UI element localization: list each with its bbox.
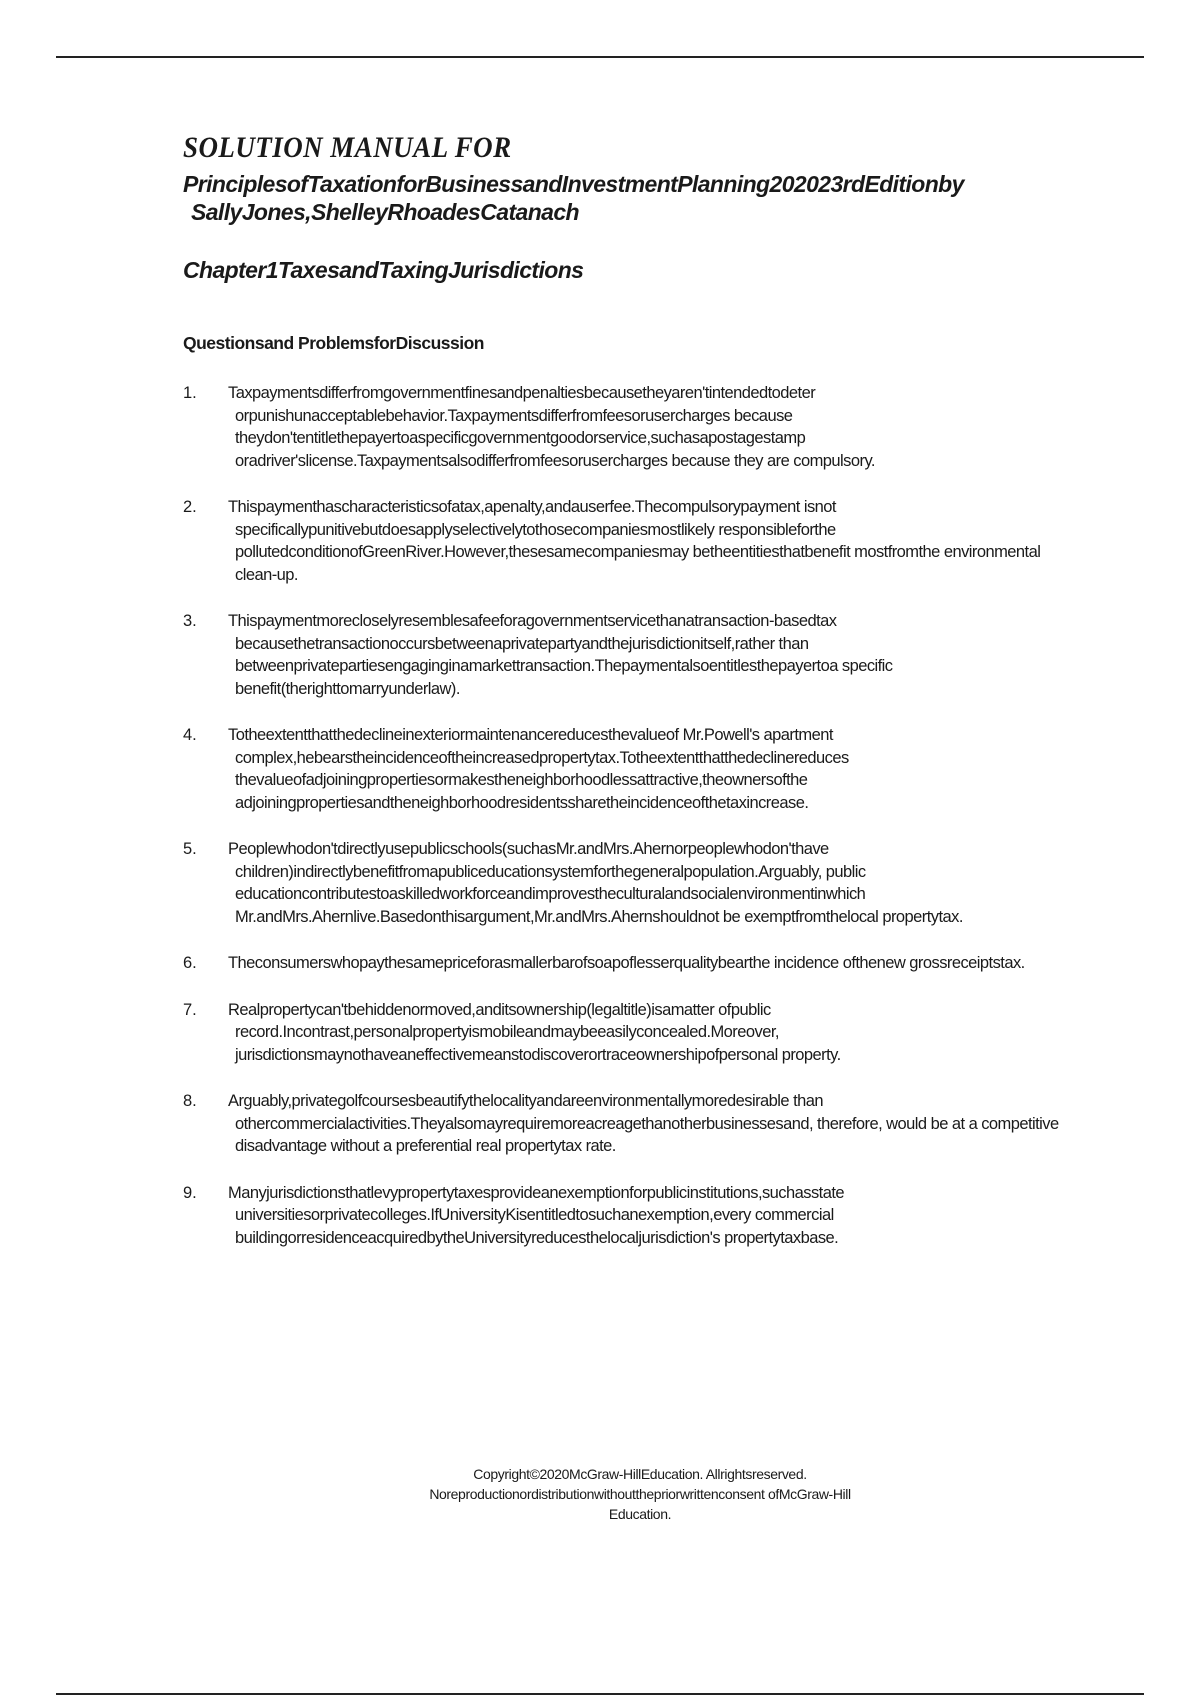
top-rule (56, 56, 1144, 58)
answers-list (183, 382, 1073, 1249)
copyright-footer (300, 1464, 980, 1524)
list-item (183, 496, 1073, 586)
item-text: Theconsumerswhopaythesamepriceforasmallerbarofsoapoflesserqualitybearthe incidence ofthenew grossreceiptstax. (228, 954, 1025, 972)
book-title: PrinciplesofTaxationforBusinessandInvestmentPlanning202023rdEditionby (183, 171, 964, 197)
item-number: 1. (183, 384, 197, 402)
bottom-rule (56, 1693, 1144, 1695)
item-number: 4. (183, 726, 197, 744)
item-number: 7. (183, 1000, 197, 1019)
copyright-line: Education. (608, 1506, 672, 1522)
list-item (183, 999, 1073, 1067)
item-number: 8. (183, 1092, 197, 1110)
item-number: 6. (183, 954, 197, 972)
item-text: Realpropertycan'tbehiddenormoved,anditsownership(legaltitle)isamatter ofpublic record.Incontrast,personalpropertyismobileandmaybeeasilyconcealed.Moreover, jurisdictionsmaynothaveaneffectivemeanstodiscoverortraceownershipofpersonal property. (228, 1000, 841, 1064)
item-text: Thispaymentmorecloselyresemblesafeeforagovernmentservicethanatransaction-basedtax becausethetransactionoccursbetweenaprivatepartyandthejurisdictionitself,rather than betweenprivatepartiesengaginginamarkettransaction.Thepaymentalsoentitlesthepayertoa specific benefit(therighttomarryunderlaw). (228, 612, 893, 698)
item-text: Taxpaymentsdifferfromgovernmentfinesandpenaltiesbecausetheyaren'tintendedtodeter orpunishunacceptablebehavior.Taxpaymentsdifferfromfeesorusercharges because theydon'tentitlethepayertoaspecificgovernmentgoodorservice,suchasapostagestamp oradriver'slicense.Taxpaymentsalsodifferfromfeesorusercharges because they are compulsory. (228, 384, 875, 470)
item-number: 9. (183, 1183, 197, 1202)
item-text: Manyjurisdictionsthatlevypropertytaxesprovideanexemptionforpublicinstitutions,suchasstate universitiesorprivatecolleges.IfUniversityKisentitledtosuchanexemption,every commercial buildingorresidenceacquiredbytheUniversityreducesthelocaljurisdiction's propertytaxbase. (228, 1183, 844, 1247)
list-item (183, 610, 1073, 700)
item-text: Peoplewhodon'tdirectlyusepublicschools(suchasMr.andMrs.Ahernorpeoplewhodon'thave children)indirectlybenefitfromapubliceducationsystemforthegeneralpopulation.Arguably, public educationcontributestoaskilledworkforceandimprovestheculturalandsocialenvironmentinwhich Mr.andMrs.Ahernlive.Basedonthisargument,Mr.andMrs.Ahernshouldnot be exemptfromthelocal propertytax. (228, 840, 963, 926)
list-item (183, 724, 1073, 814)
list-item (183, 952, 1073, 975)
item-number: 2. (183, 498, 197, 516)
copyright-line: Copyright©2020McGraw-HillEducation. Allrightsreserved. (473, 1466, 807, 1482)
book-authors: SallyJones,ShelleyRhoadesCatanach (191, 199, 579, 225)
list-item (183, 838, 1073, 928)
manual-title: SOLUTION MANUAL FOR (183, 131, 512, 164)
list-item (183, 1182, 1073, 1250)
item-text: Arguably,privategolfcoursesbeautifythelocalityandareenvironmentallymoredesirable than othercommercialactivities.Theyalsomayrequiremoreacreagethanotherbusinessesand, therefore, would be at a competitive disadvantage without a preferential real propertytax rate. (228, 1092, 1059, 1155)
item-number: 3. (183, 612, 197, 630)
copyright-line: Noreproductionordistributionwithoutthepriorwrittenconsent ofMcGraw-Hill (429, 1486, 851, 1502)
document-body (183, 130, 1073, 1273)
item-number: 5. (183, 840, 197, 858)
list-item (183, 1090, 1073, 1158)
item-text: Thispaymenthascharacteristicsofatax,apenalty,andauserfee.Thecompulsorypayment isnot specificallypunitivebutdoesapplyselectivelytothosecompaniesmostlikely responsibleforthe pollutedconditionofGreenRiver.However,thesesamecompaniesmay betheentitiesthatbenefit mostfromthe environmental clean-up. (228, 498, 1041, 584)
item-text: Totheextentthatthedeclineinexteriormaintenancereducesthevalueof Mr.Powell's apartment complex,hebearstheincidenceoftheincreasedpropertytax.Totheextentthatthedeclinereduces thevalueofadjoiningpropertiesormakestheneighborhoodlessattractive,theownersofthe adjoiningpropertiesandtheneighborhoodresidentssharetheincidenceofthetaxincrease. (228, 726, 849, 812)
list-item (183, 382, 1073, 472)
chapter-title: Chapter1TaxesandTaxingJurisdictions (183, 257, 584, 283)
section-heading: Questionsand ProblemsforDiscussion (183, 333, 484, 353)
